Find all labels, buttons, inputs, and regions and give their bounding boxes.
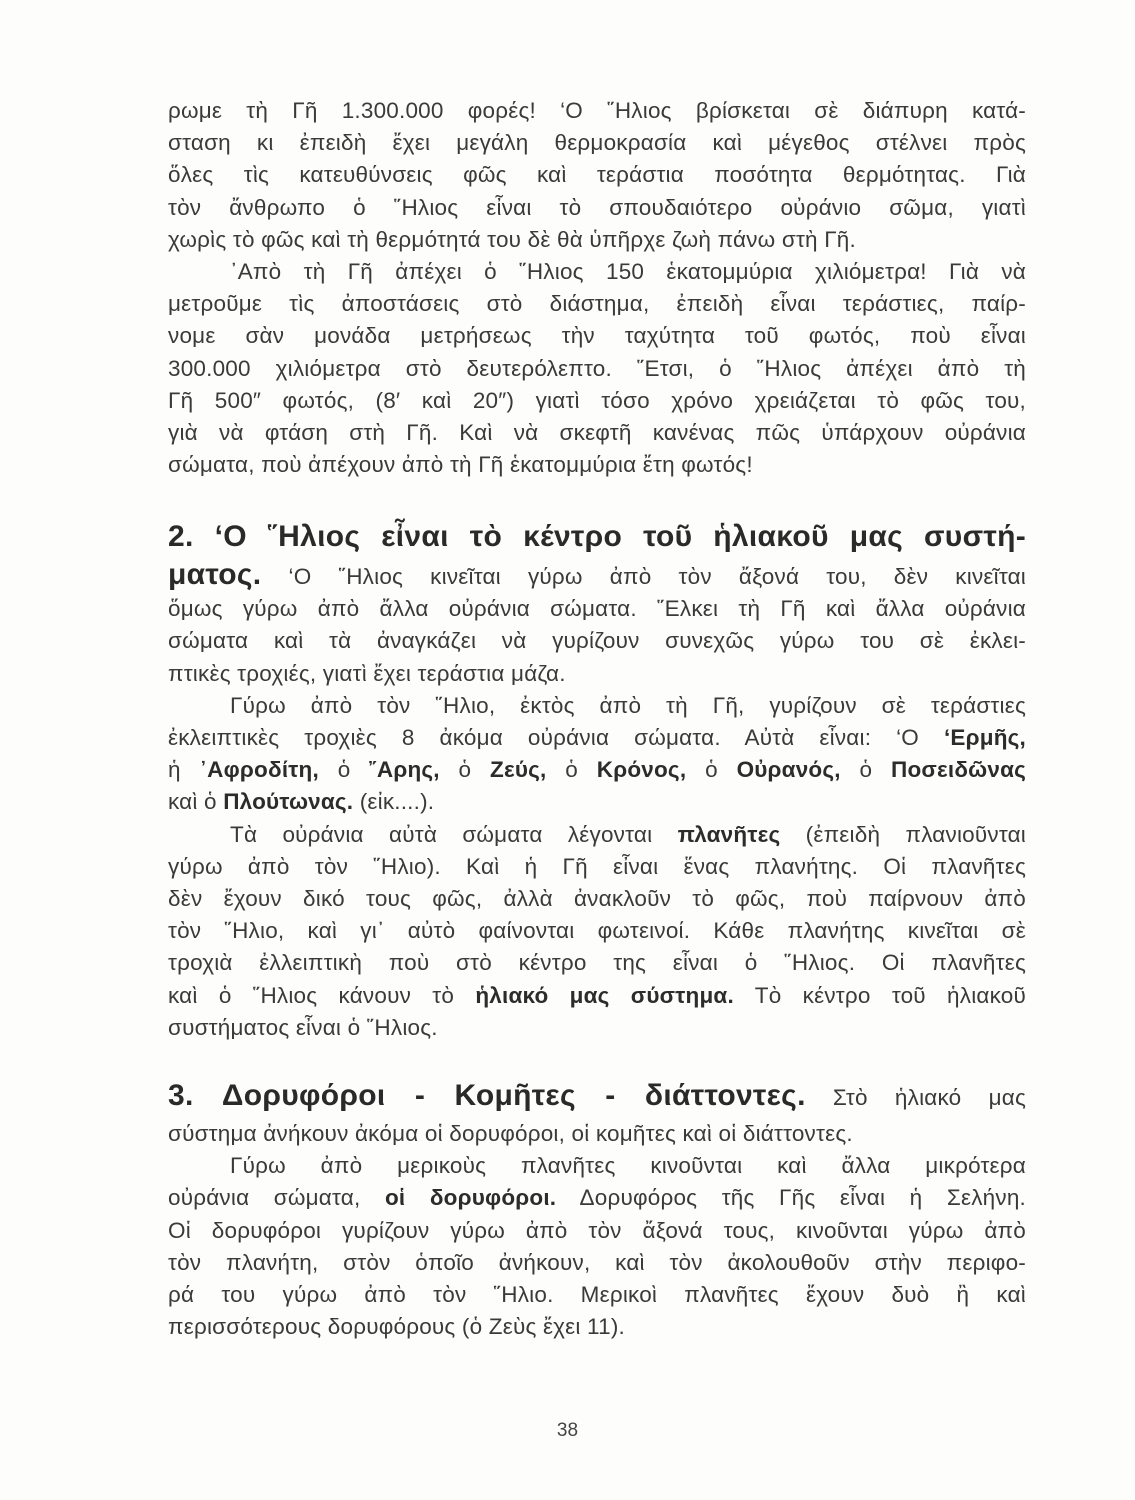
- text-line: μετροῦμε τὶς ἀποστάσεις στὸ διάστημα, ἐπειδὴ εἶναι τεράστιες, παίρ-: [168, 291, 1026, 317]
- text-line: σύστημα ἀνήκουν ἀκόμα οἱ δορυφόροι, οἱ κομῆτες καὶ οἱ διάττοντες.: [168, 1121, 853, 1146]
- text-line: δὲν ἔχουν δικό τους φῶς, ἀλλὰ ἀνακλοῦν τὸ φῶς, ποὺ παίρνουν ἀπὸ: [168, 886, 1026, 912]
- text-line: [168, 819, 1026, 851]
- text-span: ὁ: [439, 757, 491, 783]
- text-line: σώματα καὶ τὰ ἀναγκάζει νὰ γυρίζουν συνεχῶς γύρω του σὲ ἐκλει-: [168, 628, 1026, 654]
- planet-name: ᾿Αφροδίτη,: [199, 757, 319, 783]
- text-line: νομε σὰν μονάδα μετρήσεως τὴν ταχύτητα τοῦ φωτός, ποὺ εἶναι: [168, 323, 1026, 349]
- text-line: γιὰ νὰ φτάση στὴ Γῆ. Καὶ νὰ σκεφτῆ κανένας πῶς ὑπάρχουν οὐράνια: [168, 420, 1026, 446]
- section-2-heading-end: ματος.: [168, 558, 262, 591]
- text-line: ρά του γύρω ἀπὸ τὸν ῞Ηλιο. Μερικοὶ πλανῆτες ἔχουν δυὸ ἢ καὶ: [168, 1282, 1026, 1308]
- text-span: (ἐπειδὴ πλανιοῦνται: [780, 821, 1027, 847]
- section-3-heading: [168, 1076, 1026, 1118]
- text-line: [168, 722, 1026, 754]
- text-line: Γύρω ἀπὸ τὸν ῞Ηλιο, ἐκτὸς ἀπὸ τὴ Γῆ, γυρίζουν σὲ τεράστιες: [230, 692, 1026, 718]
- text-span: καὶ ὁ: [168, 789, 224, 815]
- text-line: 300.000 χιλιόμετρα στὸ δευτερόλεπτο. ῞Ετσι, ὁ ῞Ηλιος ἀπέχει ἀπὸ τὴ: [168, 355, 1026, 381]
- text-span: οὐράνια σώματα,: [168, 1185, 385, 1211]
- text-span: ὁ: [686, 757, 737, 783]
- text-line: [168, 980, 1026, 1012]
- page-number: 38: [556, 1420, 579, 1441]
- text-line: ρωμε τὴ Γῆ 1.300.000 φορές! ‘Ο ῞Ηλιος βρίσκεται σὲ διάπυρη κατά-: [168, 98, 1026, 123]
- text-span: ὁ: [318, 757, 370, 783]
- text-line: συστήματος εἶναι ὁ ῞Ηλιος.: [168, 1014, 438, 1040]
- section-3-heading-text: 3. Δορυφόροι - Κομῆτες - διάττοντες.: [168, 1079, 806, 1112]
- text-span: ἡ: [168, 757, 200, 783]
- text-line: [168, 559, 1026, 593]
- section-3: [168, 1076, 1026, 1343]
- term-bold: ἡλιακό μας σύστημα.: [475, 982, 734, 1008]
- text-line: ᾿Απὸ τὴ Γῆ ἀπέχει ὁ ῞Ηλιος 150 ἑκατομμύρια χιλιόμετρα! Γιὰ νὰ: [230, 259, 1026, 285]
- text-span: ὁ: [840, 757, 891, 783]
- section-2-heading: [168, 517, 1026, 559]
- planet-name: ‘Ερμῆς,: [943, 725, 1026, 751]
- term-bold: πλανῆτες: [677, 821, 781, 847]
- text-span: ὁ: [546, 757, 597, 783]
- section-2: [168, 517, 1026, 1044]
- text-span: Στὸ ἡλιακό μας: [805, 1085, 1027, 1110]
- term-bold: οἱ δορυφόροι.: [384, 1185, 557, 1211]
- planet-name: Ποσειδῶνας: [891, 757, 1027, 783]
- text-line: σταση κι ἐπειδὴ ἔχει μεγάλη θερμοκρασία καὶ μέγεθος στέλνει πρὸς: [168, 130, 1026, 156]
- text-span: Δορυφόρος τῆς Γῆς εἶναι ἡ Σελήνη.: [556, 1185, 1027, 1211]
- text-line: τὸν πλανήτη, στὸν ὁποῖο ἀνήκουν, καὶ τὸν ἀκολουθοῦν στὴν περιφο-: [168, 1249, 1026, 1275]
- section-2-heading-text: 2. ‘Ο ῞Ηλιος εἶναι τὸ κέντρο τοῦ ἡλιακοῦ μας συστή-: [168, 520, 1026, 553]
- planet-name: Ζεύς,: [490, 757, 547, 783]
- text-line: σώματα, ποὺ ἀπέχουν ἀπὸ τὴ Γῆ ἑκατομμύρια ἔτη φωτός!: [168, 452, 753, 478]
- text-span: Τὰ οὐράνια αὐτὰ σώματα λέγονται: [230, 821, 678, 847]
- text-line: Οἱ δορυφόροι γυρίζουν γύρω ἀπὸ τὸν ἄξονά τους, κινοῦνται γύρω ἀπὸ: [168, 1217, 1026, 1243]
- text-line: Γῆ 500″ φωτός, (8′ καὶ 20″) γιατὶ τόσο χρόνο χρειάζεται τὸ φῶς του,: [168, 387, 1026, 413]
- text-line: [168, 786, 1026, 818]
- text-line: γύρω ἀπὸ τὸν ῞Ηλιο). Καὶ ἡ Γῆ εἶναι ἕνας πλανήτης. Οἱ πλανῆτες: [168, 853, 1026, 879]
- planet-name: ῎Αρης,: [369, 757, 440, 783]
- text-line: [168, 1182, 1026, 1214]
- text-line: τὸν ῞Ηλιο, καὶ γι᾿ αὐτὸ φαίνονται φωτεινοί. Κάθε πλανήτης κινεῖται σὲ: [168, 918, 1026, 944]
- text-line: χωρὶς τὸ φῶς καὶ τὴ θερμότητά του δὲ θὰ ὑπῆρχε ζωὴ πάνω στὴ Γῆ.: [168, 226, 856, 252]
- paragraph-sun-description: [168, 95, 1026, 481]
- text-line: ὅλες τὶς κατευθύνσεις φῶς καὶ τεράστια ποσότητα θερμότητας. Γιὰ: [168, 162, 1026, 188]
- text-line: πτικὲς τροχιές, γιατὶ ἔχει τεράστια μάζα.: [168, 660, 566, 686]
- text-line: Γύρω ἀπὸ μερικοὺς πλανῆτες κινοῦνται καὶ ἄλλα μικρότερα: [230, 1153, 1026, 1179]
- text-line: ὅμως γύρω ἀπὸ ἄλλα οὐράνια σώματα. ῞Ελκει τὴ Γῆ καὶ ἄλλα οὐράνια: [168, 596, 1026, 622]
- text-span: ‘Ο ῞Ηλιος κινεῖται γύρω ἀπὸ τὸν ἄξονά του, δὲν κινεῖται: [261, 564, 1026, 589]
- planet-name: Πλούτωνας.: [223, 789, 354, 815]
- text-span: (εἰκ....).: [353, 789, 435, 815]
- text-span: ἐκλειπτικὲς τροχιὲς 8 ἀκόμα οὐράνια σώματα. Αὐτὰ εἶναι: ‘Ο: [168, 725, 944, 751]
- text-line: τὸν ἄνθρωπο ὁ ῞Ηλιος εἶναι τὸ σπουδαιότερο οὐράνιο σῶμα, γιατὶ: [168, 194, 1026, 220]
- text-span: Τὸ κέντρο τοῦ ἡλιακοῦ: [733, 982, 1027, 1008]
- text-span: καὶ ὁ ῞Ηλιος κάνουν τὸ: [168, 982, 476, 1008]
- planet-name: Οὐρανός,: [736, 757, 841, 783]
- planet-name: Κρόνος,: [596, 757, 687, 783]
- text-line: τροχιὰ ἐλλειπτικὴ ποὺ στὸ κέντρο της εἶναι ὁ ῞Ηλιος. Οἱ πλανῆτες: [168, 950, 1026, 976]
- text-line: περισσότερους δορυφόρους (ὁ Ζεὺς ἔχει 11).: [168, 1314, 625, 1340]
- text-line: [168, 754, 1026, 786]
